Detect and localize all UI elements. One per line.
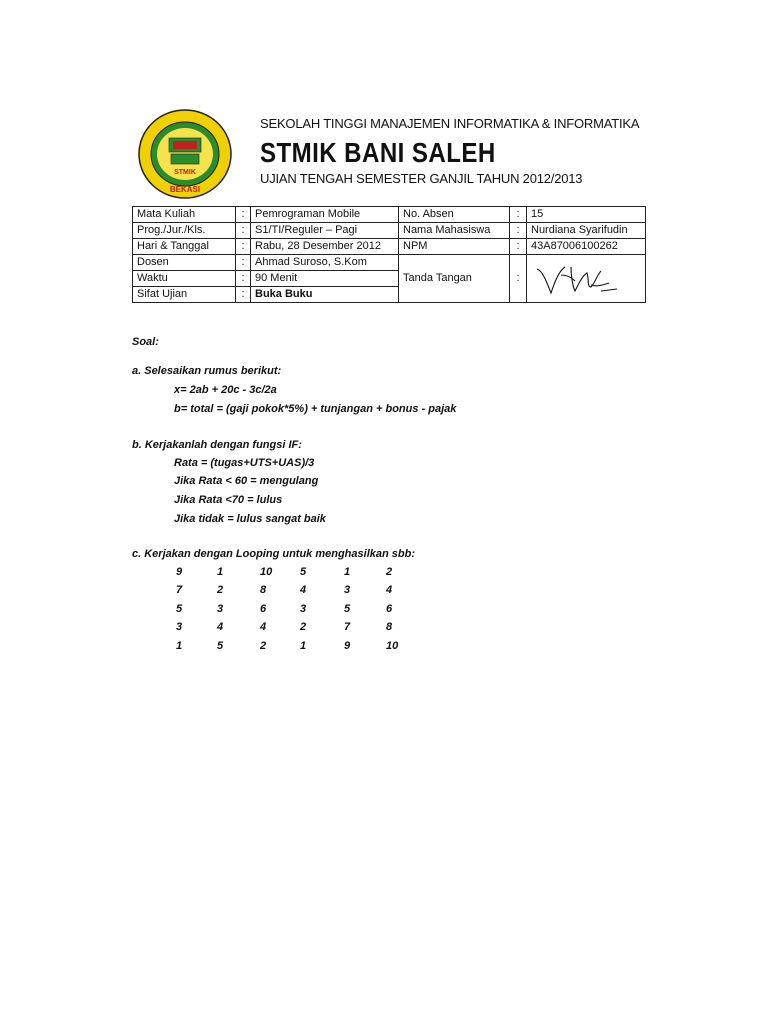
grid-cell: 6 <box>260 603 267 615</box>
grid-cell: 8 <box>386 621 393 633</box>
question-a-line: b= total = (gaji pokok*5%) + tunjangan + bonus - pajak <box>174 403 457 415</box>
exam-title: UJIAN TENGAH SEMESTER GANJIL TAHUN 2012/2013 <box>260 171 583 186</box>
label-sifat-ujian: Sifat Ujian <box>133 287 236 303</box>
grid-cell: 7 <box>344 621 351 633</box>
value-sifat-ujian: Buka Buku <box>251 287 399 303</box>
question-b-line: Jika Rata <70 = lulus <box>174 494 283 506</box>
grid-cell: 1 <box>217 566 224 578</box>
table-row <box>133 207 646 223</box>
svg-text:BEKASI: BEKASI <box>169 185 201 194</box>
label-tanda-tangan: Tanda Tangan <box>399 255 510 303</box>
separator: : <box>510 255 527 303</box>
questions-heading: Soal: <box>132 336 159 348</box>
institution-name: SEKOLAH TINGGI MANAJEMEN INFORMATIKA & INFORMATIKA <box>260 116 640 131</box>
label-npm: NPM <box>399 239 510 255</box>
question-a-line: x= 2ab + 20c - 3c/2a <box>174 384 277 396</box>
value-npm: 43A87006100262 <box>527 239 646 255</box>
grid-cell: 10 <box>260 566 273 578</box>
grid-cell: 9 <box>344 640 351 652</box>
exam-info-table <box>132 206 646 303</box>
question-a-title: a. Selesaikan rumus berikut: <box>132 365 282 377</box>
label-hari-tanggal: Hari & Tanggal <box>133 239 236 255</box>
school-logo <box>137 108 233 200</box>
question-b-line: Rata = (tugas+UTS+UAS)/3 <box>174 457 315 469</box>
grid-cell: 5 <box>217 640 224 652</box>
table-row <box>133 239 646 255</box>
label-nama: Nama Mahasiswa <box>399 223 510 239</box>
value-waktu: 90 Menit <box>251 271 399 287</box>
signature-cell <box>527 255 646 303</box>
separator: : <box>510 239 527 255</box>
value-nama: Nurdiana Syarifudin <box>527 223 646 239</box>
separator: : <box>510 207 527 223</box>
separator: : <box>510 223 527 239</box>
separator: : <box>236 255 251 271</box>
label-mata-kuliah: Mata Kuliah <box>133 207 236 223</box>
grid-cell: 8 <box>260 584 267 596</box>
label-waktu: Waktu <box>133 271 236 287</box>
label-no-absen: No. Absen <box>399 207 510 223</box>
grid-cell: 1 <box>176 640 183 652</box>
separator: : <box>236 271 251 287</box>
label-dosen: Dosen <box>133 255 236 271</box>
table-row <box>133 223 646 239</box>
value-dosen: Ahmad Suroso, S.Kom <box>251 255 399 271</box>
label-prog: Prog./Jur./Kls. <box>133 223 236 239</box>
grid-cell: 4 <box>217 621 224 633</box>
grid-cell: 1 <box>344 566 351 578</box>
separator: : <box>236 207 251 223</box>
school-name: STMIK BANI SALEH <box>260 137 496 168</box>
value-mata-kuliah: Pemrograman Mobile <box>251 207 399 223</box>
grid-cell: 4 <box>300 584 307 596</box>
value-no-absen: 15 <box>527 207 646 223</box>
table-row <box>133 255 646 271</box>
question-b-line: Jika Rata < 60 = mengulang <box>174 475 319 487</box>
question-c-title: c. Kerjakan dengan Looping untuk menghasilkan sbb: <box>132 548 415 560</box>
grid-cell: 3 <box>176 621 183 633</box>
value-prog: S1/TI/Reguler – Pagi <box>251 223 399 239</box>
grid-cell: 2 <box>217 584 224 596</box>
grid-cell: 5 <box>344 603 351 615</box>
grid-cell: 3 <box>217 603 224 615</box>
separator: : <box>236 287 251 303</box>
grid-cell: 1 <box>300 640 307 652</box>
grid-cell: 5 <box>176 603 183 615</box>
grid-cell: 2 <box>386 566 393 578</box>
grid-cell: 9 <box>176 566 183 578</box>
signature <box>531 261 621 297</box>
separator: : <box>236 223 251 239</box>
svg-text:STMIK: STMIK <box>174 169 196 176</box>
grid-cell: 6 <box>386 603 393 615</box>
question-b-title: b. Kerjakanlah dengan fungsi IF: <box>132 439 302 451</box>
separator: : <box>236 239 251 255</box>
grid-cell: 2 <box>260 640 267 652</box>
grid-cell: 10 <box>386 640 399 652</box>
grid-cell: 4 <box>260 621 267 633</box>
grid-cell: 3 <box>300 603 307 615</box>
grid-cell: 5 <box>300 566 307 578</box>
grid-cell: 2 <box>300 621 307 633</box>
grid-cell: 4 <box>386 584 393 596</box>
grid-cell: 7 <box>176 584 183 596</box>
question-b-line: Jika tidak = lulus sangat baik <box>174 513 326 525</box>
value-hari-tanggal: Rabu, 28 Desember 2012 <box>251 239 399 255</box>
grid-cell: 3 <box>344 584 351 596</box>
